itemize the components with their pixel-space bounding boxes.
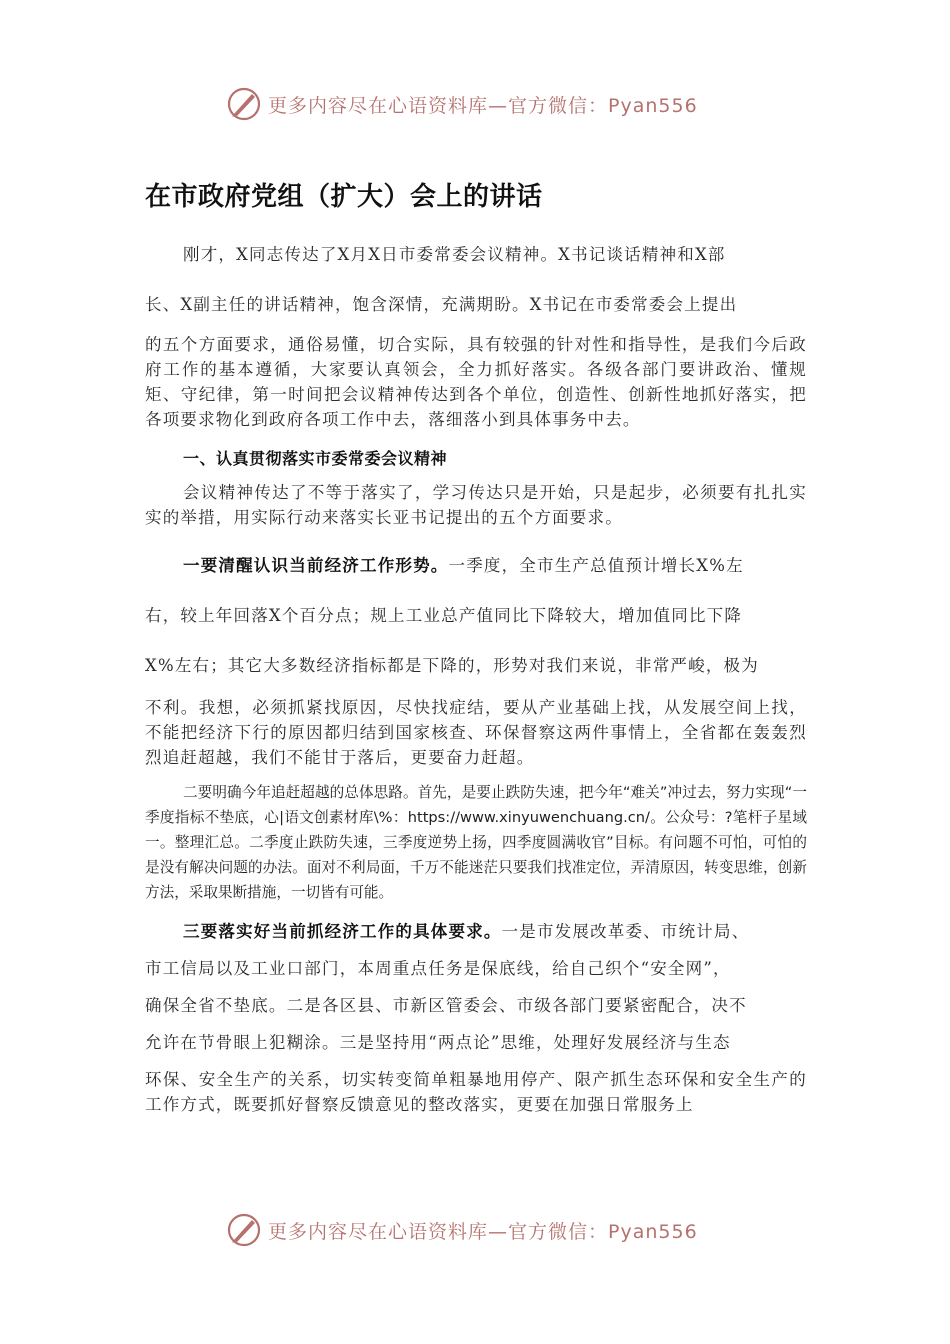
header-banner: [226, 84, 746, 124]
paragraph-5-lead: 三要落实好当前抓经济工作的具体要求。: [183, 922, 502, 941]
paragraph-3: [145, 541, 807, 770]
paragraph-5-line-2: 市工信局以及工业口部门，本周重点任务是保底线，给自己织个“安全网”，: [145, 959, 731, 978]
paragraph-1: [145, 230, 807, 432]
banner-text: 更多内容尽在心语资料库—官方微信：Pyan556: [268, 94, 698, 117]
paragraph-3-rest: 不利。我想，必须抓紧找原因，尽快找症结，要从产业基础上找，从发展空间上找，不能把经济下行的原因都归结到国家核查、环保督察这两件事情上，全省都在轰轰烈烈追赶超越，我们不能甘于落后，更要奋力赶超。: [145, 698, 807, 767]
paragraph-3-line-3: X%左右；其它大多数经济指标都是下降的，形势对我们来说，非常严峻，极为: [145, 656, 759, 675]
paragraph-2: 会议精神传达了不等于落实了，学习传达只是开始，只是起步，必须要有扎扎实实的举措，用实际行动来落实长亚书记提出的五个方面要求。: [145, 483, 807, 527]
quill-pen-circle-icon: [226, 86, 262, 122]
paragraph-5-rest: 环保、安全生产的关系，切实转变简单粗暴地用停产、限产抓生态环保和安全生产的工作方式，既要抓好督察反馈意见的整改落实，更要在加强日常服务上: [145, 1070, 807, 1114]
paragraph-3-line-1: [145, 541, 807, 591]
footer-banner: [226, 1210, 746, 1250]
paragraph-1-rest: 的五个方面要求，通俗易懂，切合实际，具有较强的针对性和指导性，是我们今后政府工作的基本遵循，大家要认真领会，全力抓好落实。各级各部门要讲政治、懂规矩、守纪律，第一时间把会议精神传达到各个单位，创造性、创新性地抓好落实，把各项要求物化到政府各项工作中去，落细落小到具体事务中去。: [145, 335, 807, 429]
paragraph-3-text: 一季度，全市生产总值预计增长X%左: [448, 556, 744, 575]
quill-pen-circle-icon: [226, 1212, 262, 1248]
banner-text: 更多内容尽在心语资料库—官方微信：Pyan556: [268, 1220, 698, 1243]
paragraph-4: 二要明确今年追赶超越的总体思路。首先，是要止跌防失速，把今年“难关”冲过去，努力实现“一季度指标不垫底，心|语文创素材库\%：https://www.xinyuwenchuang.cn/。公众号：?笔杆子星域一。整理汇总。二季度止跌防失速，三季度逆势上扬，四季度圆满收官”目标。有问题不可怕，可怕的是没有解决问题的办法。面对不利局面，千万不能迷茫只要我们找准定位，弄清原因，转变思维，创新方法，采取果断措施，一切皆有可能。: [145, 784, 807, 901]
section-heading-1: 一、认真贯彻落实市委常委会议精神: [183, 449, 448, 468]
paragraph-5-line-3: 确保全省不垫底。二是各区县、市新区管委会、市级各部门要紧密配合，决不: [145, 996, 747, 1015]
paragraph-5-line-4: 允许在节骨眼上犯糊涂。三是坚持用“两点论”思维，处理好发展经济与生态: [145, 1033, 731, 1052]
paragraph-1-line-1: 刚才，X同志传达了X月X日市委常委会议精神。X书记谈话精神和X部: [183, 245, 726, 264]
document-body: [145, 240, 807, 1117]
paragraph-5-line-1: [145, 913, 807, 950]
paragraph-1-line-2: 长、X副主任的讲话精神，饱含深情，充满期盼。X书记在市委常委会上提出: [145, 295, 738, 314]
document-title: 在市政府党组（扩大）会上的讲话: [145, 182, 543, 212]
paragraph-3-line-2: 右，较上年回落X个百分点；规上工业总产值同比下降较大，增加值同比下降: [145, 606, 743, 625]
paragraph-3-lead: 一要清醒认识当前经济工作形势。: [183, 556, 449, 575]
paragraph-5: [145, 913, 807, 1117]
paragraph-5-text: 一是市发展改革委、市统计局、: [501, 922, 750, 941]
